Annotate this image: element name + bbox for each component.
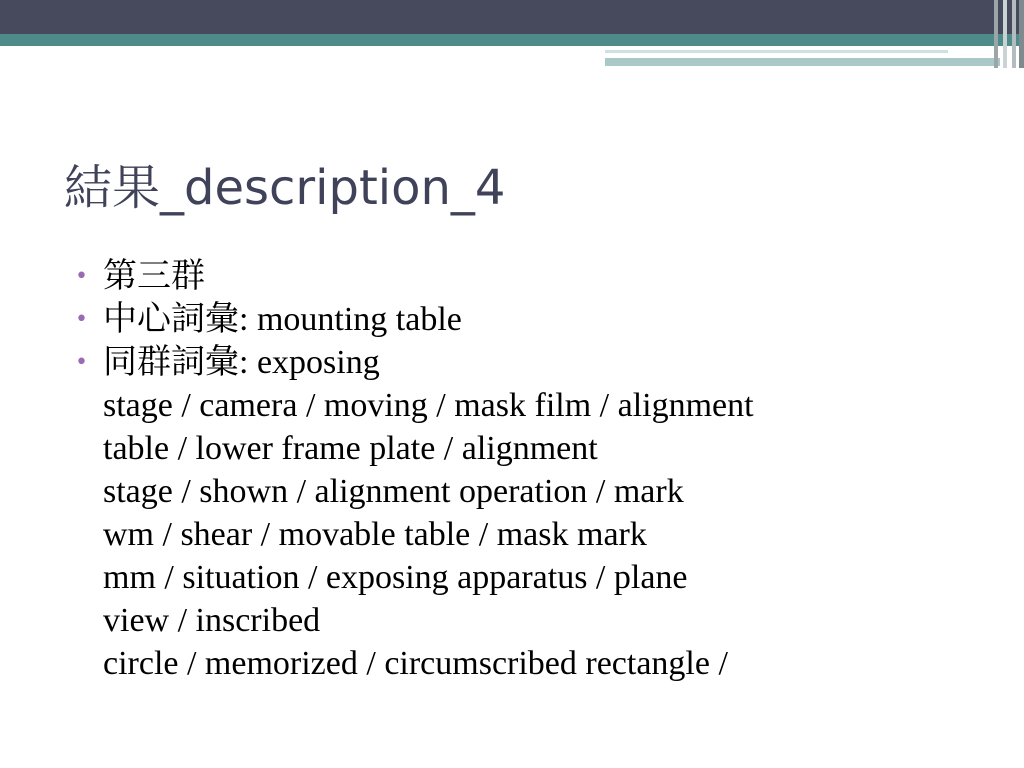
- bullet-line: stage / shown / alignment operation / mark: [103, 473, 684, 510]
- bullet-item-center-term: [72, 298, 992, 341]
- bullet-dot-icon: •: [75, 264, 88, 289]
- bullet-line: table / lower frame plate / alignment: [103, 430, 598, 467]
- header-band-dark: [0, 0, 1024, 34]
- bullet-line: mm / situation / exposing apparatus / plane: [103, 559, 688, 596]
- header-band-teal: [0, 34, 1024, 46]
- bullet-list: [72, 255, 992, 685]
- bullet-line: 同群詞彙: exposing: [103, 344, 380, 381]
- slide-title: 結果_description_4: [64, 160, 506, 216]
- header-edge-stripe: [1003, 0, 1007, 68]
- bullet-text: 第三群: [103, 258, 205, 295]
- bullet-item-group: [72, 255, 992, 298]
- bullet-line: view / inscribed: [103, 602, 321, 639]
- bullet-text: 中心詞彙: mounting table: [103, 301, 462, 338]
- header-edge-stripe: [994, 0, 998, 68]
- header-edge-stripe: [1019, 0, 1024, 68]
- header-accent-lines: [605, 46, 1000, 68]
- bullet-dot-icon: •: [75, 350, 88, 375]
- bullet-line: circle / memorized / circumscribed rectangle /: [103, 645, 728, 682]
- bullet-dot-icon: •: [75, 307, 88, 332]
- header-edge-stripe: [1012, 0, 1016, 68]
- bullet-item-related-terms: [72, 341, 992, 685]
- bullet-line: stage / camera / moving / mask film / alignment: [103, 387, 754, 424]
- bullet-line: wm / shear / movable table / mask mark: [103, 516, 647, 553]
